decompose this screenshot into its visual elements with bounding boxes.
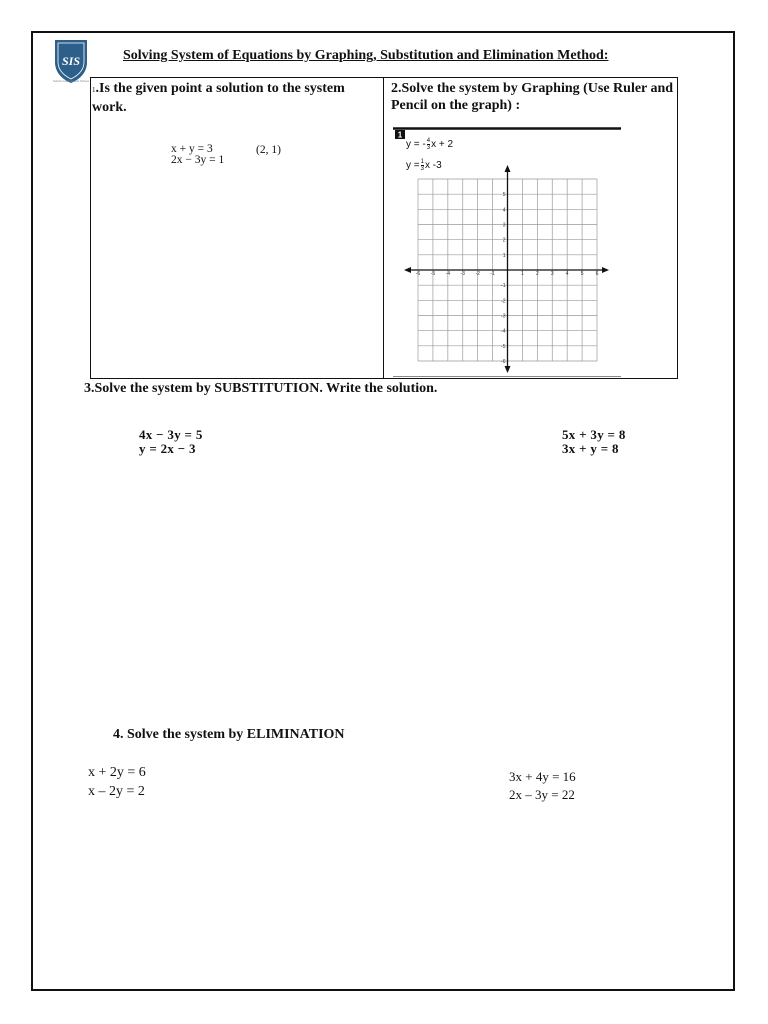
q3-system-2-equation-1: 5x + 3y = 8 — [562, 427, 626, 442]
line-1-suffix: x + 2 — [431, 139, 454, 151]
q4-system-1-equation-1: x + 2y = 6 — [88, 765, 146, 780]
y-axis-arrow-down — [505, 366, 511, 373]
school-logo — [52, 38, 90, 84]
graph-line-2-equation — [406, 159, 442, 172]
logo-caption: Sahab International School — [52, 79, 90, 83]
y-tick-label: -4 — [501, 328, 506, 335]
x-tick-label: 2 — [535, 271, 539, 277]
x-tick-label: 4 — [565, 271, 569, 277]
q1-point: (2, 1) — [256, 144, 281, 156]
line-1-slope-fraction — [427, 138, 430, 151]
q3-system-1-equation-2: y = 2x − 3 — [139, 441, 196, 456]
x-tick-label: -5 — [430, 271, 436, 277]
question-1-number: 1 — [92, 86, 96, 94]
x-tick-label: 5 — [580, 271, 584, 277]
question-1-box — [90, 77, 384, 379]
line-2-suffix: x -3 — [424, 160, 442, 172]
question-1-text: .Is the given point a solution to the system work. — [92, 81, 345, 115]
document-title: Solving System of Equations by Graphing, Substitution and Elimination Method: — [123, 48, 609, 63]
x-axis-arrow-right — [602, 267, 609, 273]
q1-equation-1: x + y = 3 — [171, 143, 213, 155]
line-1-denominator: 3 — [426, 145, 431, 151]
line-1-numerator: 4 — [426, 138, 431, 144]
graph-panel — [393, 127, 621, 377]
y-tick-label: -1 — [501, 283, 506, 290]
line-2-numerator: 1 — [420, 159, 424, 165]
x-tick-label: -1 — [490, 271, 495, 277]
x-tick-label: 3 — [550, 271, 554, 277]
y-tick-label: 2 — [502, 237, 506, 244]
x-tick-label: 1 — [521, 271, 524, 277]
question-2-heading: 2.Solve the system by Graphing (Use Ruler and Pencil on the graph) : — [391, 81, 674, 113]
question-3-heading: 3.Solve the system by SUBSTITUTION. Write the solution. — [84, 381, 438, 396]
graph-line-1-equation — [406, 138, 453, 151]
x-tick-label: -6 — [415, 271, 421, 277]
y-tick-label: -5 — [501, 343, 506, 350]
y-tick-label: -3 — [501, 313, 506, 320]
line-1-prefix: y = - — [406, 139, 426, 151]
q4-system-2-equation-2: 2x – 3y = 22 — [509, 787, 575, 802]
q1-equation-2: 2x − 3y = 1 — [171, 154, 225, 166]
x-tick-label: -4 — [445, 271, 451, 277]
y-tick-label: 5 — [502, 192, 506, 199]
y-tick-label: 1 — [502, 252, 506, 259]
q4-system-1-equation-2: x – 2y = 2 — [88, 784, 145, 799]
y-tick-label: 4 — [502, 207, 506, 214]
svg-text:1: 1 — [397, 130, 403, 140]
line-2-denominator: 3 — [420, 166, 424, 172]
line-2-prefix: y = — [406, 160, 420, 172]
y-tick-label: 3 — [502, 222, 506, 229]
q3-system-1-equation-1: 4x − 3y = 5 — [139, 427, 203, 442]
y-tick-label: -6 — [501, 359, 506, 365]
logo-text: SIS — [61, 54, 81, 68]
x-tick-label: -2 — [475, 271, 480, 277]
line-2-slope-fraction — [421, 159, 424, 172]
q3-system-2-equation-2: 3x + y = 8 — [562, 441, 619, 456]
y-tick-label: -2 — [501, 298, 506, 305]
question-1-heading — [92, 80, 377, 116]
x-tick-label: 6 — [595, 271, 599, 277]
x-axis-arrow-left — [404, 267, 411, 273]
question-4-heading: 4. Solve the system by ELIMINATION — [113, 727, 345, 742]
q4-system-2-equation-1: 3x + 4y = 16 — [509, 769, 576, 784]
y-axis-arrow-up — [505, 165, 511, 172]
x-tick-label: -3 — [460, 271, 465, 277]
